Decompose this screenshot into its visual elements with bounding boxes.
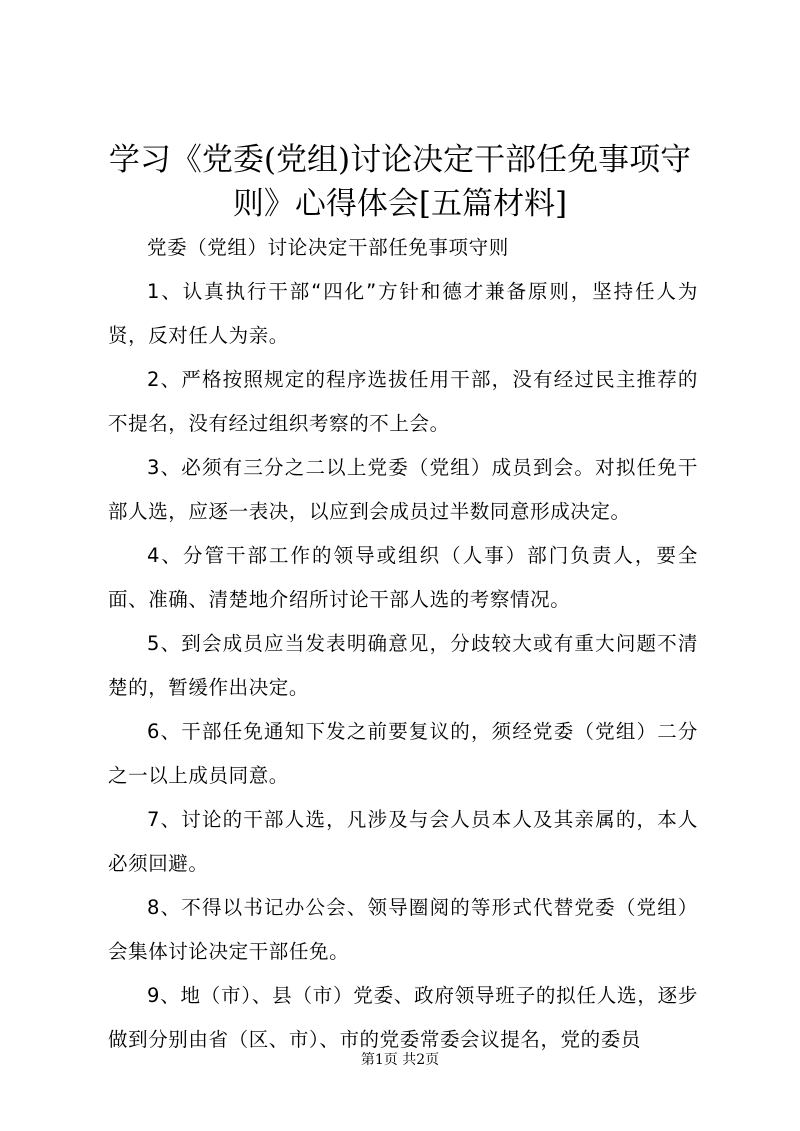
paragraph-6: 6、干部任免通知下发之前要复议的，须经党委（党组）二分之一以上成员同意。 xyxy=(108,720,698,787)
paragraph-1: 1、认真执行干部“四化”方针和德才兼备原则，坚持任人为贤，反对任人为亲。 xyxy=(108,280,698,347)
document-title xyxy=(100,138,700,226)
page-footer: 第1页 共2页 xyxy=(360,1052,440,1068)
paragraph-4: 4、分管干部工作的领导或组织（人事）部门负责人，要全面、准确、清楚地介绍所讨论干部人选的考察情况。 xyxy=(108,544,698,611)
title-line-2: 则》心得体会[五篇材料] xyxy=(232,186,568,222)
paragraph-3: 3、必须有三分之二以上党委（党组）成员到会。对拟任免干部人选，应逐一表决，以应到会成员过半数同意形成决定。 xyxy=(108,456,698,523)
paragraph-9: 9、地（市）、县（市）党委、政府领导班子的拟任人选，逐步做到分别由省（区、市）、市的党委常委会议提名，党的委员 xyxy=(108,984,698,1051)
paragraph-8: 8、不得以书记办公会、领导圈阅的等形式代替党委（党组）会集体讨论决定干部任免。 xyxy=(108,896,698,963)
document-body xyxy=(108,226,698,1062)
title-line-1: 学习《党委(党组)讨论决定干部任免事项守 xyxy=(108,142,692,178)
paragraph-2: 2、严格按照规定的程序选拔任用干部，没有经过民主推荐的不提名，没有经过组织考察的不上会。 xyxy=(108,368,698,435)
paragraph-5: 5、到会成员应当发表明确意见，分歧较大或有重大问题不清楚的，暂缓作出决定。 xyxy=(108,632,698,699)
section-heading: 党委（党组）讨论决定干部任免事项守则 xyxy=(147,236,509,259)
paragraph-7: 7、讨论的干部人选，凡涉及与会人员本人及其亲属的，本人必须回避。 xyxy=(108,808,698,875)
